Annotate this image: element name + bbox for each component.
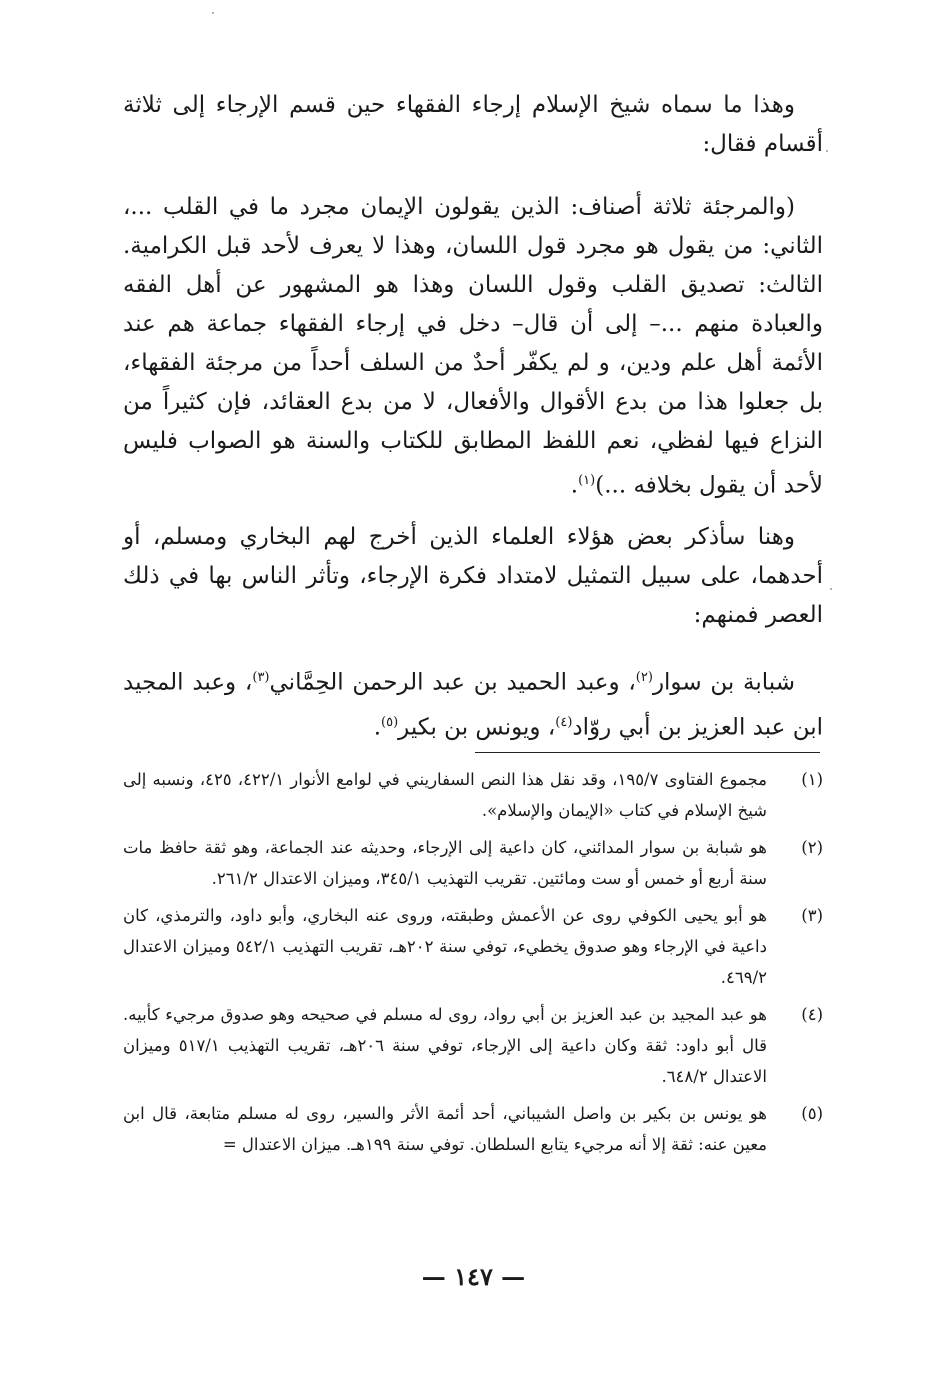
scan-speck [212, 12, 214, 14]
footnote-text: هو يونس بن بكير بن واصل الشيباني، أحد أئمة الأثر والسير، روى له مسلم متابعة، قال ابن معين عنه: ثقة إلا أنه مرجيء يتابع السلطان. توفي سنة ١٩٩هـ. ميزان الاعتدال = [123, 1104, 767, 1154]
paragraph-names [123, 658, 823, 747]
footnotes-section [123, 764, 823, 1166]
footnote-text: هو شبابة بن سوار المدائني، كان داعية إلى الإرجاء، وحديثه عند الجماعة، وهو ثقة حافظ مات سنة أربع أو خمس أو ست ومائتين. تقريب التهذيب ٣٤٥/١، وميزان الاعتدال ٢٦١/٢. [123, 838, 767, 888]
footnote-text: هو عبد المجيد بن عبد العزيز بن أبي رواد، روى له مسلم في صحيحه وهو صدوق مرجيء كأبيه. قال أبو داود: ثقة وكان داعية إلى الإرجاء، توفي سنة ٢٠٦هـ، تقريب التهذيب ٥١٧/١ وميزان الاعتدال ٦٤٨/٢. [123, 1005, 767, 1086]
footnote-number: (١) [801, 770, 823, 789]
scan-speck [826, 150, 828, 152]
footnote-number: (٥) [801, 1104, 823, 1123]
footnote-ref-3[interactable]: (٣) [252, 670, 270, 685]
footnote-number: (٤) [801, 1005, 823, 1024]
quote-end: . [570, 472, 579, 499]
footnote-text: هو أبو يحيى الكوفي روى عن الأعمش وطبقته، وروى عنه البخاري، وأبو داود، والترمذي، كان داعية في الإرجاء وهو صدوق يخطيء، توفي سنة ٢٠٢هـ، تقريب التهذيب ٥٤٢/١ وميزان الاعتدال ٤٦٩/٢. [123, 906, 767, 987]
name-abdulhamid: ، وعبد الحميد بن عبد الرحمن الحِمَّاني [269, 669, 636, 696]
paragraph-examples-intro: وهنا سأذكر بعض هؤلاء العلماء الذين أخرج لهم البخاري ومسلم، أو أحدهما، على سبيل التمثيل لامتداد فكرة الإرجاء، وتأثر الناس بها في ذلك العصر فمنهم: [123, 524, 823, 628]
footnote-2 [123, 832, 823, 894]
footnote-ref-4[interactable]: (٤) [555, 714, 573, 730]
footnote-ref-2[interactable]: (٢) [635, 670, 653, 685]
footnote-3 [123, 900, 823, 993]
name-shababa: شبابة بن سوار [652, 669, 795, 696]
paragraph-intro: وهذا ما سماه شيخ الإسلام إرجاء الفقهاء حين قسم الإرجاء إلى ثلاثة أقسام فقال: [123, 92, 823, 157]
footnote-number: (٢) [801, 838, 823, 857]
names-end: . [373, 714, 381, 741]
name-yunus: ، ويونس بن بكير [398, 714, 556, 741]
footnote-text: مجموع الفتاوى ١٩٥/٧، وقد نقل هذا النص السفاريني في لوامع الأنوار ٤٢٢/١، ٤٢٥، ونسبه إلى شيخ الإسلام في كتاب «الإيمان والإسلام». [123, 770, 767, 820]
footnote-number: (٣) [801, 906, 823, 925]
quote-text: (والمرجئة ثلاثة أصناف: الذين يقولون الإيمان مجرد ما في القلب ...، الثاني: من يقول هو مجرد قول اللسان، وهذا لا يعرف لأحد قبل الكرامية. الثالث: تصديق القلب وقول اللسان وهذا هو المشهور عن أهل الفقه والعبادة منهم ...– إلى أن قال– دخل في إرجاء الفقهاء جماعة هم عند الأئمة أهل علم ودين، و لم يكفّر أحدٌ من السلف أحداً من مرجئة الفقهاء، بل جعلوا هذا من بدع الأقوال والأفعال، لا من بدع العقائد، فإن كثيراً من النزاع فيها لفظي، نعم اللفظ المطابق للكتاب والسنة هو الصواب فليس لأحد أن يقول بخلافه ...) [123, 194, 823, 499]
footnote-ref-5[interactable]: (٥) [381, 714, 399, 730]
scan-speck [830, 588, 832, 590]
footnote-ref-1[interactable]: (١) [578, 473, 596, 488]
footnote-1 [123, 764, 823, 826]
footnote-5 [123, 1098, 823, 1160]
footnote-divider [475, 752, 820, 753]
paragraph-quote [123, 188, 823, 506]
footnote-4 [123, 999, 823, 1092]
page-number: — ١٤٧ — [421, 1262, 526, 1291]
name-abdulmajid: ، وعبد المجيد ابن عبد العزيز بن أبي روّاد [123, 669, 823, 741]
